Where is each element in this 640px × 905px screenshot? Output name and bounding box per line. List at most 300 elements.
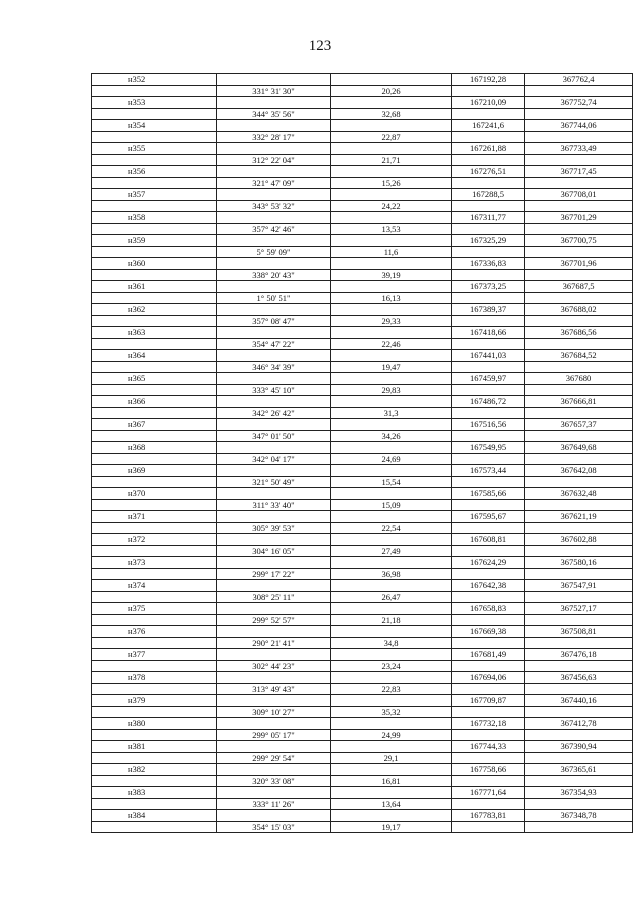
y-cell-empty [525,499,633,511]
point-name: н384 [92,810,217,822]
point-name: н353 [92,97,217,109]
y-cell-empty [525,798,633,810]
point-name: н365 [92,373,217,385]
direction-angle: 304° 16' 05" [217,545,331,557]
point-name: н377 [92,649,217,661]
x-cell-empty [452,545,525,557]
y-cell-empty [525,430,633,442]
y-coordinate: 367365,61 [525,764,633,776]
x-coordinate: 167373,25 [452,281,525,293]
x-coordinate: 167771,64 [452,787,525,799]
segment-row [92,154,633,166]
y-cell-empty [525,568,633,580]
angle-cell-empty [217,166,331,178]
x-coordinate: 167241,6 [452,120,525,132]
segment-row [92,752,633,764]
segment-length: 29,1 [331,752,452,764]
direction-angle: 347° 01' 50" [217,430,331,442]
segment-length: 24,99 [331,729,452,741]
distance-cell-empty [331,189,452,201]
distance-cell-empty [331,442,452,454]
x-cell-empty [452,729,525,741]
x-coordinate: 167288,5 [452,189,525,201]
direction-angle: 346° 34' 39" [217,361,331,373]
distance-cell-empty [331,235,452,247]
page-number: 123 [308,38,332,54]
point-row [92,626,633,638]
point-cell-empty [92,361,217,373]
y-cell-empty [525,407,633,419]
x-coordinate: 167459,97 [452,373,525,385]
point-row [92,488,633,500]
direction-angle: 320° 33' 08" [217,775,331,787]
y-coordinate: 367476,18 [525,649,633,661]
segment-row [92,131,633,143]
point-row [92,741,633,753]
x-cell-empty [452,154,525,166]
segment-length: 21,71 [331,154,452,166]
point-name: н366 [92,396,217,408]
segment-length: 21,18 [331,614,452,626]
point-row [92,810,633,822]
point-cell-empty [92,522,217,534]
point-row [92,534,633,546]
point-name: н380 [92,718,217,730]
segment-length: 34,8 [331,637,452,649]
segment-row [92,476,633,488]
angle-cell-empty [217,626,331,638]
segment-length: 23,24 [331,660,452,672]
y-coordinate: 367632,48 [525,488,633,500]
y-cell-empty [525,545,633,557]
distance-cell-empty [331,787,452,799]
distance-cell-empty [331,488,452,500]
segment-row [92,407,633,419]
distance-cell-empty [331,350,452,362]
y-cell-empty [525,223,633,235]
angle-cell-empty [217,327,331,339]
x-cell-empty [452,200,525,212]
angle-cell-empty [217,189,331,201]
point-cell-empty [92,200,217,212]
direction-angle: 342° 26' 42" [217,407,331,419]
point-name: н359 [92,235,217,247]
distance-cell-empty [331,120,452,132]
point-name: н372 [92,534,217,546]
segment-length: 29,33 [331,315,452,327]
angle-cell-empty [217,143,331,155]
segment-row [92,338,633,350]
angle-cell-empty [217,580,331,592]
point-cell-empty [92,729,217,741]
angle-cell-empty [217,396,331,408]
distance-cell-empty [331,258,452,270]
x-cell-empty [452,798,525,810]
y-coordinate: 367762,4 [525,74,633,86]
point-cell-empty [92,177,217,189]
point-name: н362 [92,304,217,316]
direction-angle: 302° 44' 23" [217,660,331,672]
x-cell-empty [452,223,525,235]
segment-row [92,637,633,649]
point-cell-empty [92,269,217,281]
y-cell-empty [525,591,633,603]
segment-length: 32,68 [331,108,452,120]
point-cell-empty [92,752,217,764]
direction-angle: 312° 22' 04" [217,154,331,166]
direction-angle: 299° 05' 17" [217,729,331,741]
point-cell-empty [92,108,217,120]
segment-row [92,85,633,97]
point-row [92,603,633,615]
segment-row [92,683,633,695]
x-cell-empty [452,591,525,603]
point-cell-empty [92,798,217,810]
y-cell-empty [525,660,633,672]
x-coordinate: 167658,83 [452,603,525,615]
distance-cell-empty [331,281,452,293]
x-coordinate: 167389,37 [452,304,525,316]
point-cell-empty [92,223,217,235]
distance-cell-empty [331,74,452,86]
y-cell-empty [525,683,633,695]
distance-cell-empty [331,143,452,155]
point-name: н373 [92,557,217,569]
point-cell-empty [92,338,217,350]
x-cell-empty [452,660,525,672]
direction-angle: 5° 59' 09" [217,246,331,258]
point-row [92,787,633,799]
direction-angle: 299° 52' 57" [217,614,331,626]
angle-cell-empty [217,212,331,224]
direction-angle: 333° 11' 26" [217,798,331,810]
y-cell-empty [525,637,633,649]
point-cell-empty [92,614,217,626]
angle-cell-empty [217,603,331,615]
segment-length: 24,22 [331,200,452,212]
x-cell-empty [452,361,525,373]
x-coordinate: 167192,28 [452,74,525,86]
direction-angle: 338° 20' 43" [217,269,331,281]
direction-angle: 333° 45' 10" [217,384,331,396]
point-row [92,212,633,224]
y-coordinate: 367527,17 [525,603,633,615]
point-name: н356 [92,166,217,178]
point-name: н355 [92,143,217,155]
point-row [92,649,633,661]
y-coordinate: 367354,93 [525,787,633,799]
direction-angle: 311° 33' 40" [217,499,331,511]
x-cell-empty [452,522,525,534]
point-cell-empty [92,384,217,396]
point-row [92,373,633,385]
y-coordinate: 367657,37 [525,419,633,431]
y-coordinate: 367708,01 [525,189,633,201]
segment-length: 34,26 [331,430,452,442]
point-cell-empty [92,430,217,442]
segment-row [92,591,633,603]
y-coordinate: 367412,78 [525,718,633,730]
segment-row [92,453,633,465]
y-cell-empty [525,752,633,764]
y-coordinate: 367687,5 [525,281,633,293]
distance-cell-empty [331,649,452,661]
x-coordinate: 167608,81 [452,534,525,546]
distance-cell-empty [331,695,452,707]
point-name: н369 [92,465,217,477]
distance-cell-empty [331,718,452,730]
point-name: н382 [92,764,217,776]
y-coordinate: 367701,96 [525,258,633,270]
point-row [92,442,633,454]
angle-cell-empty [217,97,331,109]
y-coordinate: 367680 [525,373,633,385]
x-coordinate: 167261,88 [452,143,525,155]
angle-cell-empty [217,741,331,753]
angle-cell-empty [217,235,331,247]
point-cell-empty [92,821,217,833]
x-cell-empty [452,453,525,465]
point-row [92,580,633,592]
angle-cell-empty [217,258,331,270]
segment-row [92,568,633,580]
y-cell-empty [525,775,633,787]
point-cell-empty [92,660,217,672]
y-coordinate: 367717,45 [525,166,633,178]
distance-cell-empty [331,97,452,109]
distance-cell-empty [331,557,452,569]
x-coordinate: 167516,56 [452,419,525,431]
angle-cell-empty [217,557,331,569]
y-coordinate: 367688,02 [525,304,633,316]
distance-cell-empty [331,327,452,339]
distance-cell-empty [331,741,452,753]
x-cell-empty [452,246,525,258]
direction-angle: 299° 17' 22" [217,568,331,580]
distance-cell-empty [331,419,452,431]
point-cell-empty [92,476,217,488]
segment-length: 15,54 [331,476,452,488]
segment-length: 22,54 [331,522,452,534]
angle-cell-empty [217,764,331,776]
y-coordinate: 367547,91 [525,580,633,592]
distance-cell-empty [331,810,452,822]
x-coordinate: 167336,83 [452,258,525,270]
segment-length: 26,47 [331,591,452,603]
segment-length: 29,83 [331,384,452,396]
segment-length: 15,26 [331,177,452,189]
x-cell-empty [452,108,525,120]
segment-length: 19,47 [331,361,452,373]
segment-row [92,499,633,511]
angle-cell-empty [217,74,331,86]
x-coordinate: 167669,38 [452,626,525,638]
point-cell-empty [92,545,217,557]
angle-cell-empty [217,120,331,132]
x-coordinate: 167276,51 [452,166,525,178]
x-coordinate: 167441,03 [452,350,525,362]
segment-length: 22,87 [331,131,452,143]
distance-cell-empty [331,304,452,316]
point-name: н371 [92,511,217,523]
direction-angle: 313° 49' 43" [217,683,331,695]
point-name: н361 [92,281,217,293]
angle-cell-empty [217,534,331,546]
y-cell-empty [525,108,633,120]
point-name: н357 [92,189,217,201]
point-row [92,396,633,408]
point-name: н376 [92,626,217,638]
point-row [92,74,633,86]
direction-angle: 321° 50' 49" [217,476,331,488]
x-coordinate: 167758,66 [452,764,525,776]
angle-cell-empty [217,442,331,454]
x-cell-empty [452,269,525,281]
direction-angle: 357° 42' 46" [217,223,331,235]
segment-row [92,729,633,741]
y-cell-empty [525,384,633,396]
x-coordinate: 167595,67 [452,511,525,523]
x-coordinate: 167624,29 [452,557,525,569]
angle-cell-empty [217,373,331,385]
point-row [92,281,633,293]
segment-row [92,821,633,833]
distance-cell-empty [331,764,452,776]
y-cell-empty [525,614,633,626]
x-cell-empty [452,292,525,304]
x-cell-empty [452,752,525,764]
distance-cell-empty [331,166,452,178]
x-cell-empty [452,775,525,787]
direction-angle: 357° 08' 47" [217,315,331,327]
y-coordinate: 367649,68 [525,442,633,454]
x-coordinate: 167709,87 [452,695,525,707]
point-row [92,718,633,730]
direction-angle: 299° 29' 54" [217,752,331,764]
y-coordinate: 367733,49 [525,143,633,155]
point-cell-empty [92,315,217,327]
y-cell-empty [525,453,633,465]
point-row [92,143,633,155]
segment-row [92,269,633,281]
distance-cell-empty [331,626,452,638]
x-coordinate: 167311,77 [452,212,525,224]
point-row [92,419,633,431]
x-cell-empty [452,131,525,143]
segment-row [92,614,633,626]
x-coordinate: 167732,18 [452,718,525,730]
y-coordinate: 367621,19 [525,511,633,523]
y-coordinate: 367440,16 [525,695,633,707]
coordinates-table [91,73,633,833]
distance-cell-empty [331,396,452,408]
point-cell-empty [92,775,217,787]
segment-row [92,660,633,672]
segment-row [92,108,633,120]
segment-length: 11,6 [331,246,452,258]
segment-row [92,292,633,304]
distance-cell-empty [331,580,452,592]
direction-angle: 354° 15' 03" [217,821,331,833]
point-name: н383 [92,787,217,799]
y-coordinate: 367752,74 [525,97,633,109]
y-cell-empty [525,269,633,281]
angle-cell-empty [217,488,331,500]
segment-row [92,361,633,373]
point-cell-empty [92,591,217,603]
x-coordinate: 167585,66 [452,488,525,500]
point-name: н379 [92,695,217,707]
angle-cell-empty [217,718,331,730]
segment-row [92,246,633,258]
x-coordinate: 167744,33 [452,741,525,753]
segment-length: 20,26 [331,85,452,97]
angle-cell-empty [217,695,331,707]
point-cell-empty [92,246,217,258]
point-name: н378 [92,672,217,684]
point-cell-empty [92,453,217,465]
distance-cell-empty [331,511,452,523]
point-row [92,327,633,339]
y-cell-empty [525,131,633,143]
point-row [92,97,633,109]
x-coordinate: 167783,81 [452,810,525,822]
y-coordinate: 367700,75 [525,235,633,247]
segment-length: 39,19 [331,269,452,281]
x-coordinate: 167694,06 [452,672,525,684]
y-coordinate: 367348,78 [525,810,633,822]
segment-row [92,706,633,718]
segment-row [92,430,633,442]
y-cell-empty [525,154,633,166]
x-cell-empty [452,177,525,189]
segment-length: 35,32 [331,706,452,718]
x-coordinate: 167325,29 [452,235,525,247]
angle-cell-empty [217,350,331,362]
y-cell-empty [525,361,633,373]
point-row [92,350,633,362]
direction-angle: 290° 21' 41" [217,637,331,649]
x-cell-empty [452,821,525,833]
point-name: н368 [92,442,217,454]
x-coordinate: 167418,66 [452,327,525,339]
point-cell-empty [92,85,217,97]
point-row [92,557,633,569]
y-coordinate: 367666,81 [525,396,633,408]
segment-row [92,200,633,212]
angle-cell-empty [217,787,331,799]
direction-angle: 331° 31' 30" [217,85,331,97]
distance-cell-empty [331,534,452,546]
angle-cell-empty [217,465,331,477]
point-cell-empty [92,637,217,649]
coordinates-table-body [92,74,633,833]
segment-row [92,384,633,396]
segment-length: 16,13 [331,292,452,304]
segment-length: 31,3 [331,407,452,419]
y-coordinate: 367390,94 [525,741,633,753]
segment-row [92,315,633,327]
angle-cell-empty [217,672,331,684]
distance-cell-empty [331,672,452,684]
direction-angle: 321° 47' 09" [217,177,331,189]
y-coordinate: 367686,56 [525,327,633,339]
point-cell-empty [92,568,217,580]
point-row [92,235,633,247]
x-cell-empty [452,706,525,718]
y-cell-empty [525,476,633,488]
y-coordinate: 367456,63 [525,672,633,684]
